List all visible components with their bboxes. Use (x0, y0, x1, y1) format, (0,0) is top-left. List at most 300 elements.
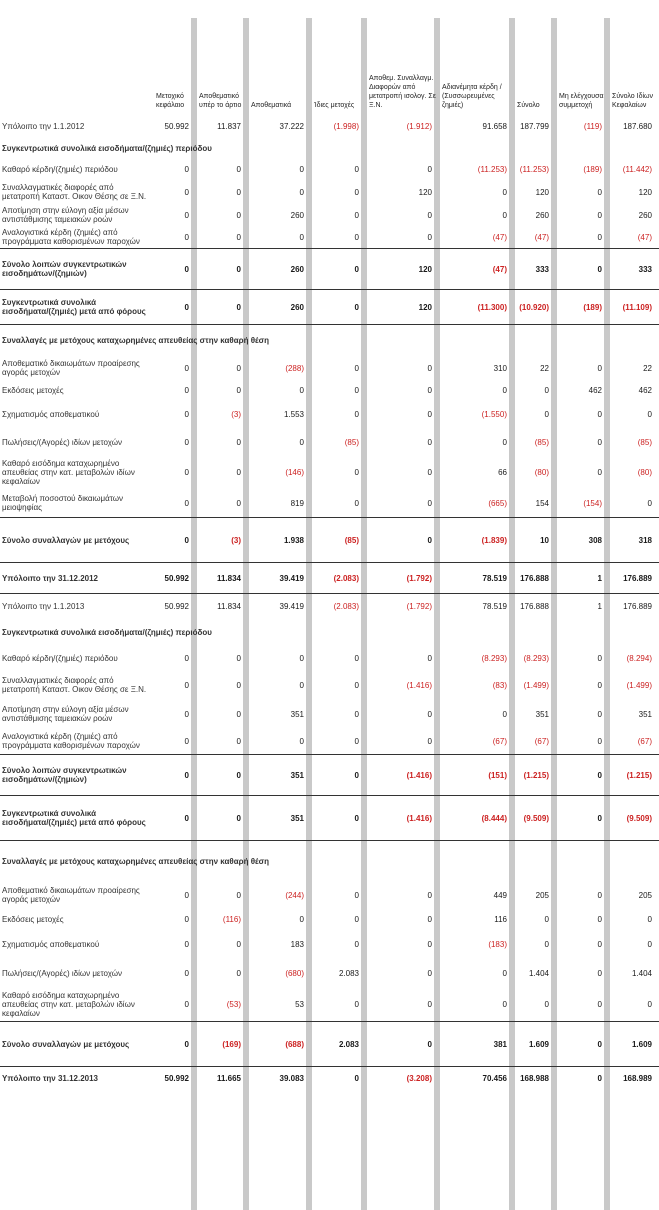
cell-value: 0 (236, 680, 241, 690)
cell-value: 0 (236, 939, 241, 949)
cell-value: 0 (196, 796, 248, 841)
cell-value: 0 (354, 385, 359, 395)
row-label: Υπόλοιπο την 31.12.2013 (0, 1067, 153, 1090)
cell-value: 39.083 (248, 1067, 311, 1090)
cell-value: 0 (184, 914, 189, 924)
row-label: Καθαρό εισόδημα καταχωρημένο απευθείας στην κατ. μεταβολών ιδίων κεφαλαίων (2, 458, 135, 486)
cell-value: 318 (609, 518, 659, 563)
cell-value: 120 (418, 187, 432, 197)
cell-value: 0 (236, 164, 241, 174)
cell-value: 0 (299, 437, 304, 447)
cell-value: 0 (299, 736, 304, 746)
cell-value: 22 (643, 363, 652, 373)
cell-value: 0 (366, 518, 439, 563)
cell-value: 0 (502, 709, 507, 719)
cell-value: 50.992 (153, 563, 196, 594)
cell-value: 0 (236, 498, 241, 508)
cell-value: (189) (556, 290, 609, 325)
cell-value: 0 (196, 755, 248, 796)
cell-value: (688) (248, 1022, 311, 1067)
cell-value: (1.792) (366, 563, 439, 594)
cell-value: 0 (556, 1067, 609, 1090)
cell-value: 333 (609, 249, 659, 290)
column-header: Αποθεματικό υπέρ το άρτιο (199, 93, 242, 109)
cell-value: 10 (514, 518, 556, 563)
cell-value: 120 (638, 187, 652, 197)
cell-value: 0 (184, 999, 189, 1009)
row-label: Σύνολο λοιπών συγκεντρωτικών εισοδημάτων/(ζημιών) (0, 755, 153, 796)
cell-value: 187.680 (623, 121, 652, 131)
cell-value: 183 (290, 939, 304, 949)
cell-value: 0 (366, 1022, 439, 1067)
cell-value: 0 (196, 290, 248, 325)
cell-value: 260 (248, 249, 311, 290)
cell-value: 0 (597, 467, 602, 477)
cell-value: (169) (196, 1022, 248, 1067)
cell-value: 0 (597, 187, 602, 197)
cell-value: 0 (502, 187, 507, 197)
cell-value: 37.222 (279, 121, 304, 131)
cell-value: (53) (226, 999, 241, 1009)
cell-value: 0 (427, 653, 432, 663)
row-label: Συναλλαγματικές διαφορές από μετατροπή Καταστ. Οικον Θέσης σε Ξ.Ν. (2, 183, 147, 201)
cell-value: 0 (502, 437, 507, 447)
cell-value: (47) (439, 249, 514, 290)
row-label: Σχηματισμός αποθεματικού (2, 939, 100, 949)
cell-value: 0 (184, 363, 189, 373)
cell-value: 70.456 (439, 1067, 514, 1090)
cell-value: 0 (354, 467, 359, 477)
row-label: Σύνολο λοιπών συγκεντρωτικών εισοδημάτων/(ζημιών) (0, 249, 153, 290)
cell-value: 0 (354, 736, 359, 746)
cell-value: 0 (184, 437, 189, 447)
cell-value: (1.416) (366, 755, 439, 796)
cell-value: 0 (153, 1022, 196, 1067)
cell-value: 0 (311, 249, 366, 290)
cell-value: (1.792) (366, 594, 439, 619)
row-label: Συναλλαγές με μετόχους καταχωρημένες απευθείας στην καθαρή θέση (0, 325, 659, 356)
cell-value: 0 (236, 709, 241, 719)
cell-value: (288) (285, 363, 304, 373)
cell-value: 351 (290, 709, 304, 719)
row-label: Υπόλοιπο την 31.12.2012 (0, 563, 153, 594)
table-row (0, 399, 659, 429)
cell-value: 0 (184, 467, 189, 477)
cell-value: 0 (647, 999, 652, 1009)
cell-value: (1.416) (406, 680, 432, 690)
cell-value: 0 (597, 939, 602, 949)
cell-value: 0 (427, 363, 432, 373)
row-label: Αποτίμηση στην εύλογη αξία μέσων αντιστάθμισης ταμειακών ροών (2, 206, 129, 224)
row-label: Καθαρό εισόδημα καταχωρημένο απευθείας στην κατ. μεταβολών ιδίων κεφαλαίων (2, 990, 135, 1018)
cell-value: (8.444) (439, 796, 514, 841)
cell-value: (67) (534, 736, 549, 746)
cell-value: 0 (427, 939, 432, 949)
cell-value: 39.419 (248, 594, 311, 619)
cell-value: 1.553 (283, 409, 304, 419)
cell-value: 0 (502, 385, 507, 395)
cell-value: (1.912) (406, 121, 432, 131)
column-header: Σύνολο Ιδίων Κεφαλαίων (612, 93, 654, 109)
cell-value: 0 (299, 232, 304, 242)
cell-value: 11.834 (196, 594, 248, 619)
cell-value: 0 (427, 890, 432, 900)
cell-value: 0 (544, 999, 549, 1009)
cell-value: (11.253) (477, 164, 507, 174)
row-label: Σύνολο συναλλαγών με μετόχους (0, 1022, 153, 1067)
cell-value: 0 (597, 363, 602, 373)
cell-value: (8.294) (626, 653, 652, 663)
cell-value: (47) (637, 232, 652, 242)
table-row (0, 670, 659, 700)
cell-value: 308 (556, 518, 609, 563)
table-row (0, 929, 659, 959)
cell-value: (11.442) (622, 164, 652, 174)
cell-value: 0 (597, 680, 602, 690)
cell-value: 1.609 (514, 1022, 556, 1067)
cell-value: 0 (153, 249, 196, 290)
cell-value: 0 (597, 999, 602, 1009)
cell-value: (11.300) (439, 290, 514, 325)
cell-value: (47) (492, 232, 507, 242)
cell-value: 0 (427, 437, 432, 447)
cell-value: (80) (534, 467, 549, 477)
cell-value: 176.889 (609, 594, 659, 619)
cell-value: (85) (344, 437, 359, 447)
cell-value: 0 (184, 968, 189, 978)
cell-value: 66 (498, 467, 507, 477)
cell-value: 0 (597, 409, 602, 419)
cell-value: 0 (236, 736, 241, 746)
column-header: Μετοχικό κεφάλαιο (156, 93, 185, 109)
column-header: Αδιανέμητα κέρδη / (Συσσωρευμένες ζημιές) (442, 84, 502, 109)
row-label: Υπόλοιπο την 1.1.2012 (2, 121, 85, 131)
cell-value: 0 (184, 187, 189, 197)
cell-value: 168.989 (609, 1067, 659, 1090)
table-row (0, 455, 659, 489)
cell-value: 0 (544, 385, 549, 395)
cell-value: 39.419 (248, 563, 311, 594)
cell-value: 0 (647, 409, 652, 419)
cell-value: 78.519 (439, 563, 514, 594)
cell-value: 116 (494, 914, 507, 924)
total-row (0, 249, 659, 290)
cell-value: 0 (184, 210, 189, 220)
row-label: Αναλογιστικά κέρδη (ζημιές) από προγράμματα καθορισμένων παροχών (2, 228, 140, 246)
cell-value: 0 (299, 653, 304, 663)
cell-value: 187.799 (520, 121, 549, 131)
cell-value: 0 (153, 518, 196, 563)
cell-value: (80) (637, 467, 652, 477)
row-label: Πωλήσεις/(Αγορές) ιδίων μετοχών (2, 437, 123, 447)
cell-value: (3) (231, 409, 241, 419)
row-label: Αναλογιστικά κέρδη (ζημιές) από προγράμματα καθορισμένων παροχών (2, 732, 140, 750)
cell-value: 0 (184, 498, 189, 508)
cell-value: 0 (354, 363, 359, 373)
cell-value: 0 (597, 890, 602, 900)
cell-value: 0 (196, 249, 248, 290)
table-row (0, 180, 659, 204)
cell-value: 0 (354, 409, 359, 419)
cell-value: 0 (597, 653, 602, 663)
cell-value: (8.293) (523, 653, 549, 663)
cell-value: (47) (534, 232, 549, 242)
cell-value: 205 (638, 890, 652, 900)
table-row (0, 909, 659, 929)
cell-value: (1.998) (333, 121, 359, 131)
cell-value: (85) (534, 437, 549, 447)
table-row (0, 204, 659, 226)
cell-value: 260 (290, 210, 304, 220)
row-label: Μεταβολή ποσοστού δικαιωμάτων μειοψηφίας (2, 494, 124, 512)
cell-value: (67) (637, 736, 652, 746)
cell-value: 351 (638, 709, 652, 719)
cell-value: (244) (285, 890, 304, 900)
row-label: Συγκεντρωτικά συνολικά εισοδήματα/(ζημιές) περιόδου (2, 627, 212, 637)
cell-value: 154 (535, 498, 549, 508)
cell-value: (154) (583, 498, 602, 508)
cell-value: 0 (236, 653, 241, 663)
cell-value: 0 (597, 437, 602, 447)
total-row (0, 290, 659, 325)
cell-value: 0 (597, 914, 602, 924)
row-label: Πωλήσεις/(Αγορές) ιδίων μετοχών (2, 968, 123, 978)
row-label: Καθαρό κέρδη/(ζημιές) περιόδου (2, 653, 118, 663)
table-row (0, 226, 659, 249)
table-row (0, 158, 659, 180)
header-row (0, 0, 659, 114)
cell-value: 0 (311, 755, 366, 796)
row-label: Υπόλοιπο την 1.1.2013 (0, 594, 153, 619)
cell-value: 0 (544, 914, 549, 924)
cell-value: (1.215) (514, 755, 556, 796)
cell-value: 0 (299, 680, 304, 690)
row-label: Συναλλαγματικές διαφορές από μετατροπή Καταστ. Οικον Θέσης σε Ξ.Ν. (2, 676, 147, 694)
cell-value: (1.416) (366, 796, 439, 841)
cell-value: 0 (236, 187, 241, 197)
cell-value: 0 (184, 409, 189, 419)
cell-value: 1 (556, 563, 609, 594)
row-label: Συγκεντρωτικά συνολικά εισοδήματα/(ζημιές) περιόδου (2, 143, 212, 153)
table-row (0, 881, 659, 909)
cell-value: (183) (488, 939, 507, 949)
cell-value: 2.083 (311, 1022, 366, 1067)
cell-value: 0 (354, 680, 359, 690)
row-label: Σύνολο συναλλαγών με μετόχους (0, 518, 153, 563)
column-header: Αποθεμ. Συναλλαγμ. Διαφορών από μετατροπή ισολογ. Σε Ξ.Ν. (369, 75, 436, 109)
row-label: Εκδόσεις μετοχές (2, 385, 64, 395)
table-row (0, 381, 659, 399)
cell-value: 22 (540, 363, 549, 373)
row-label: Συγκεντρωτικά συνολικά εισοδήματα/(ζημιές) μετά από φόρους (0, 290, 153, 325)
cell-value: 0 (544, 409, 549, 419)
cell-value: 176.889 (609, 563, 659, 594)
cell-value: 0 (556, 249, 609, 290)
cell-value: 120 (535, 187, 549, 197)
cell-value: 0 (184, 385, 189, 395)
table-row (0, 987, 659, 1022)
cell-value: 2.083 (338, 968, 359, 978)
cell-value: (189) (583, 164, 602, 174)
cell-value: 0 (647, 914, 652, 924)
cell-value: (85) (637, 437, 652, 447)
cell-value: (680) (285, 968, 304, 978)
cell-value: 0 (236, 210, 241, 220)
cell-value: 50.992 (153, 594, 196, 619)
cell-value: 0 (354, 914, 359, 924)
table-row (0, 700, 659, 728)
cell-value: 0 (427, 385, 432, 395)
cell-value: 260 (248, 290, 311, 325)
row-label: Αποθεματικό δικαιωμάτων προαίρεσης αγοράς μετοχών (2, 886, 140, 904)
cell-value: (10.920) (514, 290, 556, 325)
cell-value: 176.888 (514, 563, 556, 594)
cell-value: 78.519 (439, 594, 514, 619)
cell-value: 462 (638, 385, 652, 395)
cell-value: 0 (354, 210, 359, 220)
cell-value: 1.404 (528, 968, 549, 978)
cell-value: 0 (354, 164, 359, 174)
cell-value: 120 (366, 290, 439, 325)
cell-value: 0 (502, 968, 507, 978)
cell-value: 351 (535, 709, 549, 719)
cell-value: 0 (299, 385, 304, 395)
cell-value: 1 (556, 594, 609, 619)
cell-value: (83) (492, 680, 507, 690)
cell-value: 0 (354, 999, 359, 1009)
table-row (0, 594, 659, 619)
section-header-row (0, 325, 659, 356)
table-row (0, 489, 659, 518)
cell-value: 333 (514, 249, 556, 290)
cell-value: (119) (583, 121, 602, 131)
cell-value: (1.499) (523, 680, 549, 690)
cell-value: 0 (184, 709, 189, 719)
cell-value: (85) (311, 518, 366, 563)
cell-value: (151) (439, 755, 514, 796)
section-header-row (0, 618, 659, 646)
table-row (0, 355, 659, 381)
cell-value: 0 (153, 796, 196, 841)
row-label: Συναλλαγές με μετόχους καταχωρημένες απευθείας στην καθαρή θέση (0, 841, 659, 882)
cell-value: 0 (427, 736, 432, 746)
cell-value: 0 (311, 290, 366, 325)
cell-value: 0 (184, 680, 189, 690)
cell-value: (2.083) (311, 594, 366, 619)
cell-value: 819 (290, 498, 304, 508)
cell-value: 0 (311, 1067, 366, 1090)
cell-value: (67) (492, 736, 507, 746)
cell-value: 0 (647, 498, 652, 508)
cell-value: 0 (299, 914, 304, 924)
cell-value: 351 (248, 796, 311, 841)
cell-value: 11.837 (217, 121, 241, 131)
cell-value: 0 (236, 363, 241, 373)
cell-value: 0 (597, 210, 602, 220)
section-header-row (0, 841, 659, 882)
cell-value: 50.992 (164, 121, 189, 131)
cell-value: 50.992 (153, 1067, 196, 1090)
cell-value: (116) (222, 914, 241, 924)
cell-value: 0 (311, 796, 366, 841)
cell-value: 0 (427, 498, 432, 508)
table-row (0, 429, 659, 455)
table-row (0, 959, 659, 987)
cell-value: 0 (427, 709, 432, 719)
cell-value: 120 (366, 249, 439, 290)
cell-value: (9.509) (609, 796, 659, 841)
row-label: Σχηματισμός αποθεματικού (2, 409, 100, 419)
cell-value: 0 (236, 890, 241, 900)
cell-value: 0 (153, 755, 196, 796)
cell-value: 0 (354, 232, 359, 242)
cell-value: 462 (588, 385, 602, 395)
total-row (0, 1022, 659, 1067)
column-header: Σύνολο (517, 102, 540, 109)
cell-value: 11.834 (196, 563, 248, 594)
cell-value: 0 (354, 939, 359, 949)
cell-value: 0 (597, 232, 602, 242)
cell-value: 0 (502, 999, 507, 1009)
cell-value: 91.658 (482, 121, 507, 131)
cell-value: 0 (184, 736, 189, 746)
row-label: Αποτίμηση στην εύλογη αξία μέσων αντιστάθμισης ταμειακών ροών (2, 705, 129, 723)
cell-value: 0 (354, 709, 359, 719)
cell-value: 0 (184, 164, 189, 174)
cell-value: 0 (427, 164, 432, 174)
cell-value: 0 (299, 187, 304, 197)
cell-value: 0 (354, 187, 359, 197)
cell-value: 310 (493, 363, 507, 373)
cell-value: (11.109) (609, 290, 659, 325)
cell-value: 0 (427, 210, 432, 220)
cell-value: (3.208) (366, 1067, 439, 1090)
column-header: Μη ελέγχουσα συμμετοχή (559, 93, 604, 109)
cell-value: 0 (502, 210, 507, 220)
cell-value: 0 (184, 939, 189, 949)
cell-value: 11.665 (196, 1067, 248, 1090)
cell-value: 0 (354, 890, 359, 900)
cell-value: 0 (427, 914, 432, 924)
cell-value: 351 (248, 755, 311, 796)
cell-value: (8.293) (481, 653, 507, 663)
cell-value: (3) (196, 518, 248, 563)
section-header-row (0, 138, 659, 158)
cell-value: (11.253) (519, 164, 549, 174)
table-row (0, 114, 659, 138)
cell-value: 0 (427, 232, 432, 242)
cell-value: 176.888 (514, 594, 556, 619)
cell-value: 0 (597, 709, 602, 719)
table-row (0, 728, 659, 755)
cell-value: 1.938 (248, 518, 311, 563)
total-row (0, 755, 659, 796)
cell-value: 0 (184, 653, 189, 663)
cell-value: 0 (556, 755, 609, 796)
row-label: Συγκεντρωτικά συνολικά εισοδήματα/(ζημιές) μετά από φόρους (0, 796, 153, 841)
cell-value: 0 (236, 968, 241, 978)
cell-value: 168.988 (514, 1067, 556, 1090)
cell-value: 0 (427, 409, 432, 419)
cell-value: 0 (556, 1022, 609, 1067)
total-row (0, 1067, 659, 1090)
cell-value: (9.509) (514, 796, 556, 841)
cell-value: 0 (427, 999, 432, 1009)
row-label: Καθαρό κέρδη/(ζημιές) περιόδου (2, 164, 118, 174)
cell-value: 0 (597, 736, 602, 746)
row-label: Αποθεματικό δικαιωμάτων προαίρεσης αγοράς μετοχών (2, 359, 140, 377)
cell-value: 0 (236, 437, 241, 447)
